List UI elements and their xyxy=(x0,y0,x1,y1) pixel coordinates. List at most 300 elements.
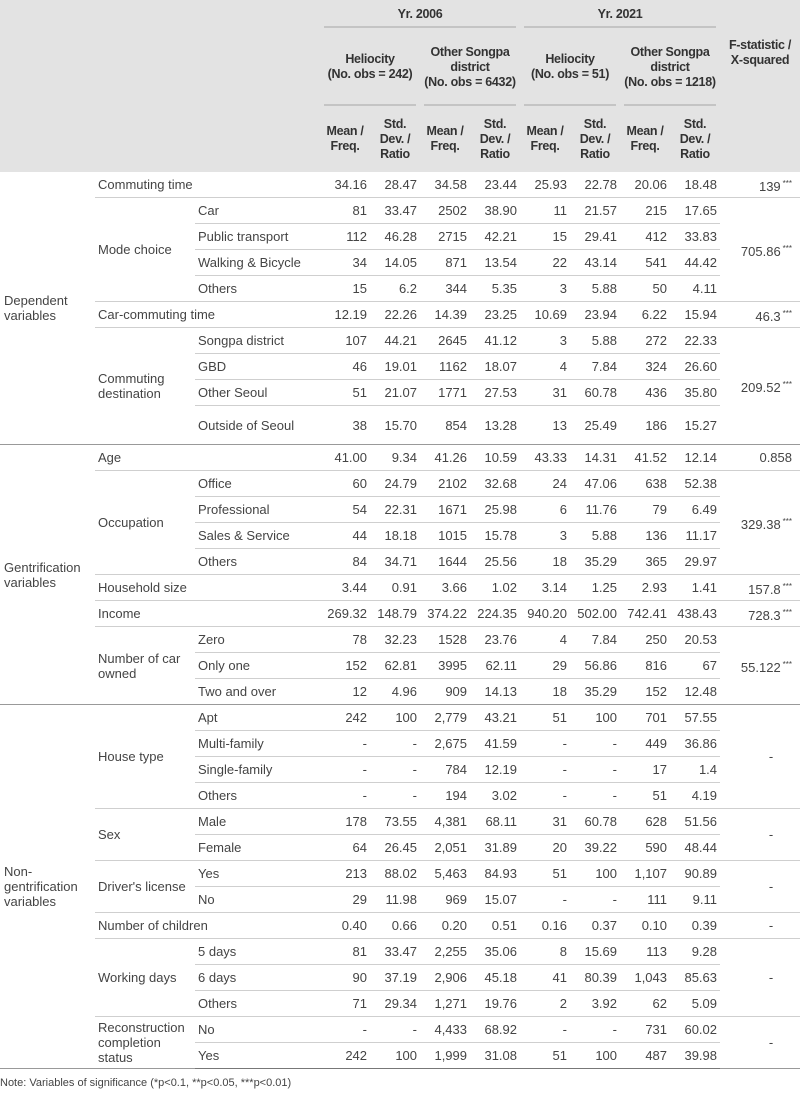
value-cell: 18.48 xyxy=(670,172,720,198)
value-cell: 60 xyxy=(320,471,370,497)
value-cell: 90.89 xyxy=(670,861,720,887)
value-cell: 100 xyxy=(370,1043,420,1069)
value-cell: 4 xyxy=(520,354,570,380)
value-cell: 1162 xyxy=(420,354,470,380)
value-cell: 14.31 xyxy=(570,445,620,471)
category-label: Office xyxy=(195,471,320,497)
value-cell: 487 xyxy=(620,1043,670,1069)
value-cell: 42.21 xyxy=(470,224,520,250)
statistic-value: - xyxy=(768,879,774,894)
value-cell: - xyxy=(520,731,570,757)
value-cell: 1671 xyxy=(420,497,470,523)
value-cell: 22.31 xyxy=(370,497,420,523)
stat-label: F-statistic / X-squared xyxy=(728,38,792,67)
table-row xyxy=(0,809,800,835)
value-cell: 51.56 xyxy=(670,809,720,835)
value-cell: 88.02 xyxy=(370,861,420,887)
value-cell: 9.11 xyxy=(670,887,720,913)
value-cell: 10.69 xyxy=(520,302,570,328)
value-cell: 81 xyxy=(320,198,370,224)
value-cell: 2502 xyxy=(420,198,470,224)
statistic-cell xyxy=(720,575,800,601)
category-label: Others xyxy=(195,276,320,302)
value-cell: 71 xyxy=(320,991,370,1017)
value-cell: 816 xyxy=(620,653,670,679)
value-cell: 1771 xyxy=(420,380,470,406)
value-cell: 2,906 xyxy=(420,965,470,991)
sd-header: Std. Dev. / Ratio xyxy=(670,106,720,172)
table-row xyxy=(0,328,800,354)
value-cell: 20 xyxy=(520,835,570,861)
statistic-cell xyxy=(720,172,800,198)
value-cell: 4,433 xyxy=(420,1017,470,1043)
value-cell: 269.32 xyxy=(320,601,370,627)
section-label: Non-gentrification variables xyxy=(0,705,95,1069)
value-cell: 47.06 xyxy=(570,471,620,497)
value-cell: 67 xyxy=(670,653,720,679)
table-row xyxy=(0,302,800,328)
stat-header xyxy=(720,0,800,106)
value-cell: 3.92 xyxy=(570,991,620,1017)
group-name: Heliocity xyxy=(345,52,395,66)
value-cell: 178 xyxy=(320,809,370,835)
category-label: Multi-family xyxy=(195,731,320,757)
value-cell: 541 xyxy=(620,250,670,276)
value-cell: 15.69 xyxy=(570,939,620,965)
significance-stars: *** xyxy=(782,659,793,669)
sd-header: Std. Dev. / Ratio xyxy=(470,106,520,172)
value-cell: 136 xyxy=(620,523,670,549)
value-cell: 18 xyxy=(520,549,570,575)
value-cell: 731 xyxy=(620,1017,670,1043)
variable-label: House type xyxy=(95,705,195,809)
value-cell: 324 xyxy=(620,354,670,380)
group-name: Other Songpa district xyxy=(630,44,710,74)
value-cell: 35.80 xyxy=(670,380,720,406)
value-cell: 38.90 xyxy=(470,198,520,224)
value-cell: 57.55 xyxy=(670,705,720,731)
significance-stars: *** xyxy=(782,308,793,318)
value-cell: 2645 xyxy=(420,328,470,354)
value-cell: 33.47 xyxy=(370,198,420,224)
value-cell: 1,107 xyxy=(620,861,670,887)
category-label: Yes xyxy=(195,861,320,887)
significance-stars: *** xyxy=(782,516,793,526)
value-cell: 100 xyxy=(570,861,620,887)
value-cell: 2,255 xyxy=(420,939,470,965)
value-cell: 73.55 xyxy=(370,809,420,835)
value-cell: 215 xyxy=(620,198,670,224)
group-header xyxy=(620,28,720,106)
variable-label: Working days xyxy=(95,939,195,1017)
value-cell: 1.41 xyxy=(670,575,720,601)
statistic-value: - xyxy=(768,1035,774,1050)
value-cell: 44.21 xyxy=(370,328,420,354)
value-cell: 33.83 xyxy=(670,224,720,250)
value-cell: 85.63 xyxy=(670,965,720,991)
category-label: Male xyxy=(195,809,320,835)
value-cell: 1644 xyxy=(420,549,470,575)
value-cell: 35.29 xyxy=(570,549,620,575)
value-cell: 37.19 xyxy=(370,965,420,991)
value-cell: 784 xyxy=(420,757,470,783)
value-cell: 0.66 xyxy=(370,913,420,939)
category-label: Others xyxy=(195,549,320,575)
value-cell: 272 xyxy=(620,328,670,354)
value-cell: 25.98 xyxy=(470,497,520,523)
value-cell: 68.11 xyxy=(470,809,520,835)
value-cell: 742.41 xyxy=(620,601,670,627)
category-label: Public transport xyxy=(195,224,320,250)
value-cell: - xyxy=(320,783,370,809)
value-cell: 412 xyxy=(620,224,670,250)
value-cell: 3 xyxy=(520,328,570,354)
value-cell: 24 xyxy=(520,471,570,497)
category-label: Walking & Bicycle xyxy=(195,250,320,276)
value-cell: 250 xyxy=(620,627,670,653)
value-cell: 18.18 xyxy=(370,523,420,549)
value-cell: 22.33 xyxy=(670,328,720,354)
statistic-value: 46.3 xyxy=(755,308,781,324)
value-cell: 909 xyxy=(420,679,470,705)
value-cell: 24.79 xyxy=(370,471,420,497)
value-cell: 51 xyxy=(620,783,670,809)
value-cell: - xyxy=(520,1017,570,1043)
value-cell: 0.39 xyxy=(670,913,720,939)
value-cell: 628 xyxy=(620,809,670,835)
value-cell: 3.66 xyxy=(420,575,470,601)
value-cell: 25.56 xyxy=(470,549,520,575)
value-cell: 56.86 xyxy=(570,653,620,679)
value-cell: 5.88 xyxy=(570,523,620,549)
value-cell: - xyxy=(520,783,570,809)
value-cell: 32.68 xyxy=(470,471,520,497)
table-header xyxy=(0,0,800,172)
value-cell: 0.10 xyxy=(620,913,670,939)
value-cell: 29 xyxy=(320,887,370,913)
value-cell: 41.12 xyxy=(470,328,520,354)
group-name: Other Songpa district xyxy=(430,44,510,74)
statistic-cell xyxy=(720,302,800,328)
value-cell: 2 xyxy=(520,991,570,1017)
value-cell: 20.53 xyxy=(670,627,720,653)
value-cell: 502.00 xyxy=(570,601,620,627)
header-blank xyxy=(0,0,320,172)
value-cell: 1.02 xyxy=(470,575,520,601)
stat-subheader-blank xyxy=(720,106,800,172)
value-cell: 14.05 xyxy=(370,250,420,276)
value-cell: 4 xyxy=(520,627,570,653)
value-cell: 1528 xyxy=(420,627,470,653)
year-header: Yr. 2021 xyxy=(520,0,720,28)
value-cell: 0.16 xyxy=(520,913,570,939)
value-cell: 0.51 xyxy=(470,913,520,939)
value-cell: 17 xyxy=(620,757,670,783)
value-cell: 34 xyxy=(320,250,370,276)
statistic-value: 55.122 xyxy=(740,659,781,675)
table-row xyxy=(0,172,800,198)
value-cell: 38 xyxy=(320,406,370,445)
value-cell: 3 xyxy=(520,276,570,302)
value-cell: 60.78 xyxy=(570,380,620,406)
table-row xyxy=(0,861,800,887)
value-cell: 41.52 xyxy=(620,445,670,471)
value-cell: 0.91 xyxy=(370,575,420,601)
value-cell: 44 xyxy=(320,523,370,549)
value-cell: 100 xyxy=(570,1043,620,1069)
variable-label: Number of car owned xyxy=(95,627,195,705)
value-cell: 12.19 xyxy=(320,302,370,328)
value-cell: - xyxy=(370,731,420,757)
mean-header: Mean / Freq. xyxy=(520,106,570,172)
value-cell: 41.26 xyxy=(420,445,470,471)
value-cell: - xyxy=(570,1017,620,1043)
value-cell: 29.34 xyxy=(370,991,420,1017)
value-cell: 590 xyxy=(620,835,670,861)
value-cell: 35.06 xyxy=(470,939,520,965)
value-cell: 701 xyxy=(620,705,670,731)
value-cell: 23.94 xyxy=(570,302,620,328)
value-cell: 31.89 xyxy=(470,835,520,861)
group-header xyxy=(520,28,620,106)
value-cell: 11.76 xyxy=(570,497,620,523)
value-cell: 242 xyxy=(320,1043,370,1069)
sd-header: Std. Dev. / Ratio xyxy=(570,106,620,172)
category-label: 5 days xyxy=(195,939,320,965)
value-cell: 186 xyxy=(620,406,670,445)
value-cell: 80.39 xyxy=(570,965,620,991)
value-cell: 43.33 xyxy=(520,445,570,471)
value-cell: 2,779 xyxy=(420,705,470,731)
section-label: Gentrification variables xyxy=(0,445,95,705)
value-cell: 871 xyxy=(420,250,470,276)
section-label: Dependent variables xyxy=(0,172,95,445)
value-cell: 365 xyxy=(620,549,670,575)
value-cell: 113 xyxy=(620,939,670,965)
value-cell: 79 xyxy=(620,497,670,523)
statistic-cell xyxy=(720,198,800,302)
value-cell: 26.60 xyxy=(670,354,720,380)
value-cell: 111 xyxy=(620,887,670,913)
statistic-value: 157.8 xyxy=(748,581,781,597)
value-cell: 62.81 xyxy=(370,653,420,679)
value-cell: 15.70 xyxy=(370,406,420,445)
value-cell: 31 xyxy=(520,809,570,835)
value-cell: 2.93 xyxy=(620,575,670,601)
value-cell: 5,463 xyxy=(420,861,470,887)
value-cell: 4,381 xyxy=(420,809,470,835)
table-row xyxy=(0,601,800,627)
value-cell: 13.28 xyxy=(470,406,520,445)
value-cell: 84.93 xyxy=(470,861,520,887)
value-cell: 0.37 xyxy=(570,913,620,939)
value-cell: 14.13 xyxy=(470,679,520,705)
value-cell: 22.78 xyxy=(570,172,620,198)
category-label: Songpa district xyxy=(195,328,320,354)
value-cell: 29.41 xyxy=(570,224,620,250)
table-note: Note: Variables of significance (*p<0.1, **p<0.05, ***p<0.01) xyxy=(0,1077,292,1089)
value-cell: 60.78 xyxy=(570,809,620,835)
value-cell: 374.22 xyxy=(420,601,470,627)
value-cell: 436 xyxy=(620,380,670,406)
value-cell: 11.17 xyxy=(670,523,720,549)
value-cell: 32.23 xyxy=(370,627,420,653)
statistic-value: 209.52 xyxy=(740,380,781,395)
value-cell: 11.98 xyxy=(370,887,420,913)
value-cell: - xyxy=(520,887,570,913)
value-cell: 18.07 xyxy=(470,354,520,380)
value-cell: 3.14 xyxy=(520,575,570,601)
value-cell: 22 xyxy=(520,250,570,276)
value-cell: 52.38 xyxy=(670,471,720,497)
value-cell: - xyxy=(370,757,420,783)
group-obs: (No. obs = 1218) xyxy=(624,74,716,89)
value-cell: 34.58 xyxy=(420,172,470,198)
statistic-value: 728.3 xyxy=(748,607,781,623)
table-row xyxy=(0,445,800,471)
significance-stars: *** xyxy=(782,581,793,591)
value-cell: 13 xyxy=(520,406,570,445)
value-cell: 21.07 xyxy=(370,380,420,406)
value-cell: 9.28 xyxy=(670,939,720,965)
variable-label: Age xyxy=(95,445,320,471)
value-cell: 15.78 xyxy=(470,523,520,549)
group-obs: (No. obs = 6432) xyxy=(424,74,516,89)
variable-label: Household size xyxy=(95,575,320,601)
category-label: GBD xyxy=(195,354,320,380)
variable-label: Sex xyxy=(95,809,195,861)
value-cell: 25.49 xyxy=(570,406,620,445)
category-label: Apt xyxy=(195,705,320,731)
value-cell: 68.92 xyxy=(470,1017,520,1043)
value-cell: 100 xyxy=(570,705,620,731)
value-cell: 13.54 xyxy=(470,250,520,276)
group-header xyxy=(420,28,520,106)
category-label: Yes xyxy=(195,1043,320,1069)
value-cell: 51 xyxy=(320,380,370,406)
value-cell: 23.25 xyxy=(470,302,520,328)
value-cell: 27.53 xyxy=(470,380,520,406)
value-cell: - xyxy=(320,1017,370,1043)
value-cell: 39.98 xyxy=(670,1043,720,1069)
value-cell: 78 xyxy=(320,627,370,653)
sd-header: Std. Dev. / Ratio xyxy=(370,106,420,172)
value-cell: 213 xyxy=(320,861,370,887)
value-cell: 14.39 xyxy=(420,302,470,328)
value-cell: 969 xyxy=(420,887,470,913)
statistic-cell xyxy=(720,861,800,913)
statistic-cell xyxy=(720,705,800,809)
value-cell: 90 xyxy=(320,965,370,991)
value-cell: 5.88 xyxy=(570,328,620,354)
value-cell: - xyxy=(320,731,370,757)
mean-header: Mean / Freq. xyxy=(620,106,670,172)
value-cell: 5.88 xyxy=(570,276,620,302)
value-cell: 12.19 xyxy=(470,757,520,783)
table-body xyxy=(0,172,800,1069)
value-cell: 51 xyxy=(520,1043,570,1069)
value-cell: 19.76 xyxy=(470,991,520,1017)
value-cell: 5.35 xyxy=(470,276,520,302)
value-cell: 152 xyxy=(320,653,370,679)
category-label: No xyxy=(195,887,320,913)
value-cell: 31.08 xyxy=(470,1043,520,1069)
value-cell: 6.49 xyxy=(670,497,720,523)
category-label: Single-family xyxy=(195,757,320,783)
value-cell: 4.11 xyxy=(670,276,720,302)
value-cell: 10.59 xyxy=(470,445,520,471)
statistic-cell xyxy=(720,627,800,705)
value-cell: 0.20 xyxy=(420,913,470,939)
value-cell: 1.4 xyxy=(670,757,720,783)
value-cell: 438.43 xyxy=(670,601,720,627)
value-cell: 1.25 xyxy=(570,575,620,601)
value-cell: - xyxy=(570,887,620,913)
statistic-value: - xyxy=(768,918,774,933)
value-cell: 2,051 xyxy=(420,835,470,861)
category-label: Sales & Service xyxy=(195,523,320,549)
value-cell: 41 xyxy=(520,965,570,991)
group-obs: (No. obs = 51) xyxy=(530,67,610,81)
value-cell: 7.84 xyxy=(570,627,620,653)
value-cell: 33.47 xyxy=(370,939,420,965)
value-cell: 7.84 xyxy=(570,354,620,380)
statistic-cell xyxy=(720,1017,800,1069)
value-cell: 50 xyxy=(620,276,670,302)
statistic-value: 705.86 xyxy=(740,243,781,259)
value-cell: 6.22 xyxy=(620,302,670,328)
value-cell: 48.44 xyxy=(670,835,720,861)
value-cell: 1,271 xyxy=(420,991,470,1017)
value-cell: 84 xyxy=(320,549,370,575)
value-cell: 1,043 xyxy=(620,965,670,991)
category-label: Only one xyxy=(195,653,320,679)
value-cell: 5.09 xyxy=(670,991,720,1017)
value-cell: 46.28 xyxy=(370,224,420,250)
statistic-value: - xyxy=(768,749,774,764)
statistic-cell xyxy=(720,913,800,939)
value-cell: 15.07 xyxy=(470,887,520,913)
significance-stars: *** xyxy=(782,607,793,617)
category-label: Others xyxy=(195,991,320,1017)
value-cell: 60.02 xyxy=(670,1017,720,1043)
category-label: Other Seoul xyxy=(195,380,320,406)
value-cell: 22.26 xyxy=(370,302,420,328)
value-cell: 35.29 xyxy=(570,679,620,705)
value-cell: 1015 xyxy=(420,523,470,549)
value-cell: 2102 xyxy=(420,471,470,497)
value-cell: 1,999 xyxy=(420,1043,470,1069)
value-cell: 34.71 xyxy=(370,549,420,575)
value-cell: 23.76 xyxy=(470,627,520,653)
value-cell: 148.79 xyxy=(370,601,420,627)
mean-header: Mean / Freq. xyxy=(320,106,370,172)
value-cell: 51 xyxy=(520,705,570,731)
value-cell: 107 xyxy=(320,328,370,354)
value-cell: 51 xyxy=(520,861,570,887)
value-cell: 112 xyxy=(320,224,370,250)
statistic-cell xyxy=(720,601,800,627)
value-cell: 19.01 xyxy=(370,354,420,380)
value-cell: 21.57 xyxy=(570,198,620,224)
table-row xyxy=(0,913,800,939)
variable-label: Mode choice xyxy=(95,198,195,302)
significance-stars: *** xyxy=(782,243,793,253)
category-label: Car xyxy=(195,198,320,224)
value-cell: - xyxy=(520,757,570,783)
value-cell: 854 xyxy=(420,406,470,445)
table-row xyxy=(0,1017,800,1043)
